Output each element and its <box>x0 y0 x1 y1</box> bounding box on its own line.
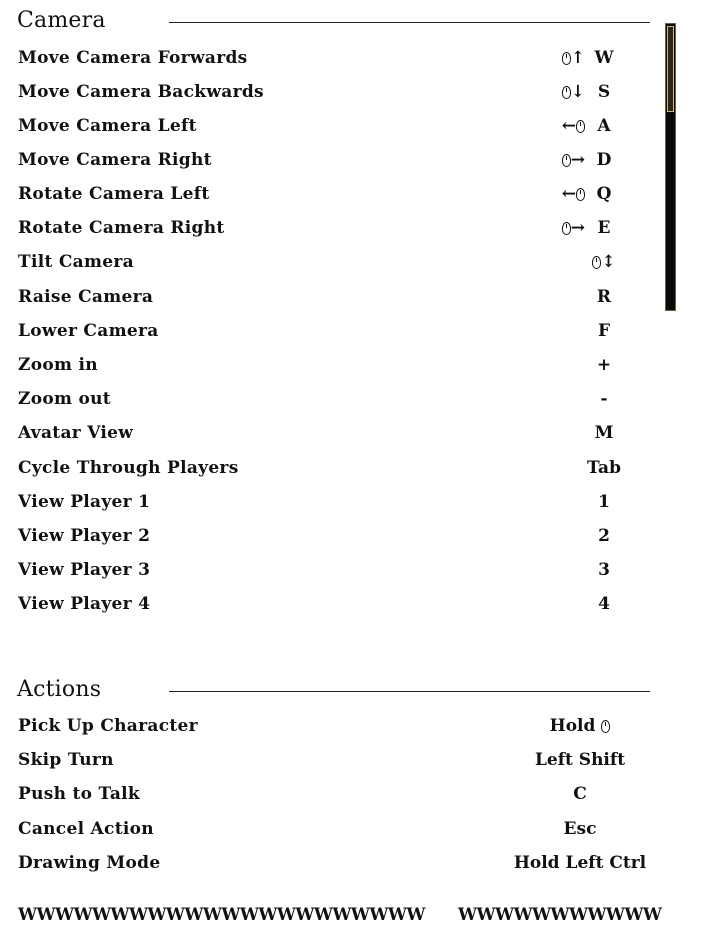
placeholder-label: WWWWWWWWWWWWWWWWWWWWWW <box>18 905 425 925</box>
keybind-row-raise-camera[interactable] <box>0 287 660 321</box>
keybind-key[interactable]: S <box>597 82 611 102</box>
keybind-key[interactable]: Esc <box>563 819 597 839</box>
keybind-key[interactable]: 4 <box>598 594 610 614</box>
keybind-key[interactable]: A <box>597 116 611 136</box>
keybind-key[interactable]: R <box>596 287 612 307</box>
keybind-row-cycle-players[interactable] <box>0 458 660 492</box>
keybind-row-lower-camera[interactable] <box>0 321 660 355</box>
keybind-key[interactable]: Q <box>596 184 612 204</box>
keybind-row-push-to-talk[interactable] <box>0 784 660 818</box>
keybind-label: View Player 2 <box>18 526 151 546</box>
keybind-label: Move Camera Forwards <box>18 48 248 68</box>
keybind-row-cancel-action[interactable] <box>0 819 660 853</box>
placeholder-key: WWWWWWWWWWW <box>458 905 662 925</box>
keybind-label: Tilt Camera <box>18 252 134 272</box>
keybind-row-move-left[interactable] <box>0 116 660 150</box>
keybind-label: Move Camera Right <box>18 150 212 170</box>
keybind-row-pick-up-character[interactable] <box>0 716 660 750</box>
keybind-key[interactable]: M <box>594 423 614 443</box>
keybind-key[interactable]: W <box>594 48 614 68</box>
keybind-label: Drawing Mode <box>18 853 161 873</box>
keybind-label: Zoom out <box>18 389 111 409</box>
left-arrow-mouse-icon: ← <box>562 184 585 204</box>
mouse-up-arrow-icon: ↑ <box>562 48 585 68</box>
keybind-row-avatar-view[interactable] <box>0 423 660 457</box>
camera-section-title: Camera <box>17 8 106 33</box>
keybind-row-rotate-right[interactable] <box>0 218 660 252</box>
keybind-row-move-backwards[interactable] <box>0 82 660 116</box>
placeholder-row <box>18 905 662 929</box>
keybind-label: Raise Camera <box>18 287 154 307</box>
scrollbar-thumb[interactable] <box>667 26 674 112</box>
keybind-row-view-player-1[interactable] <box>0 492 660 526</box>
camera-section-divider <box>169 22 650 23</box>
keybind-key[interactable]: F <box>597 321 611 341</box>
keybind-key[interactable]: Tab <box>587 458 621 478</box>
keybind-key[interactable]: Left Shift <box>534 750 626 770</box>
keybind-row-move-right[interactable] <box>0 150 660 184</box>
keybind-row-zoom-in[interactable] <box>0 355 660 389</box>
mouse-right-arrow-icon: → <box>562 218 585 238</box>
keybind-label: Avatar View <box>18 423 134 443</box>
keybind-row-drawing-mode[interactable] <box>0 853 660 887</box>
keybind-label: View Player 4 <box>18 594 151 614</box>
keybind-key-hold-mouse[interactable]: Hold <box>500 716 660 736</box>
keybind-label: Rotate Camera Right <box>18 218 225 238</box>
actions-section-title: Actions <box>17 677 102 702</box>
keybind-label: Push to Talk <box>18 784 140 804</box>
keybind-label: Lower Camera <box>18 321 159 341</box>
keybind-row-zoom-out[interactable] <box>0 389 660 423</box>
keybind-row-move-forwards[interactable] <box>0 48 660 82</box>
camera-section-header <box>17 8 650 38</box>
actions-section-header <box>17 677 650 707</box>
keybind-label: Skip Turn <box>18 750 114 770</box>
keybind-key[interactable]: 1 <box>598 492 610 512</box>
mouse-icon <box>601 720 610 733</box>
keybind-row-view-player-3[interactable] <box>0 560 660 594</box>
keybind-key[interactable]: Hold Left Ctrl <box>513 853 647 873</box>
keybind-key[interactable]: 2 <box>598 526 610 546</box>
actions-section-divider <box>169 691 650 692</box>
keybind-label: Rotate Camera Left <box>18 184 210 204</box>
mouse-right-arrow-icon: → <box>562 150 585 170</box>
keybind-key[interactable]: C <box>573 784 587 804</box>
keybind-row-skip-turn[interactable] <box>0 750 660 784</box>
keybind-key[interactable]: E <box>597 218 611 238</box>
keybind-label: Cycle Through Players <box>18 458 239 478</box>
mouse-up-down-icon[interactable]: ↕ <box>580 252 628 272</box>
mouse-down-arrow-icon: ↓ <box>562 82 585 102</box>
keybind-label: Pick Up Character <box>18 716 198 736</box>
keybind-key[interactable]: + <box>596 355 612 375</box>
keybind-key[interactable]: 3 <box>598 560 610 580</box>
scrollbar[interactable] <box>665 23 676 311</box>
keybind-label: View Player 1 <box>18 492 151 512</box>
keybind-label: Cancel Action <box>18 819 154 839</box>
keybind-row-tilt-camera[interactable] <box>0 252 660 286</box>
keybind-label: Move Camera Left <box>18 116 197 136</box>
keybind-label: View Player 3 <box>18 560 151 580</box>
left-arrow-mouse-icon: ← <box>562 116 585 136</box>
keybind-row-view-player-4[interactable] <box>0 594 660 628</box>
keybind-label: Zoom in <box>18 355 98 375</box>
keybind-key[interactable]: - <box>600 389 608 409</box>
keybind-key[interactable]: D <box>596 150 612 170</box>
keybind-row-view-player-2[interactable] <box>0 526 660 560</box>
keybind-label: Move Camera Backwards <box>18 82 264 102</box>
keybind-row-rotate-left[interactable] <box>0 184 660 218</box>
